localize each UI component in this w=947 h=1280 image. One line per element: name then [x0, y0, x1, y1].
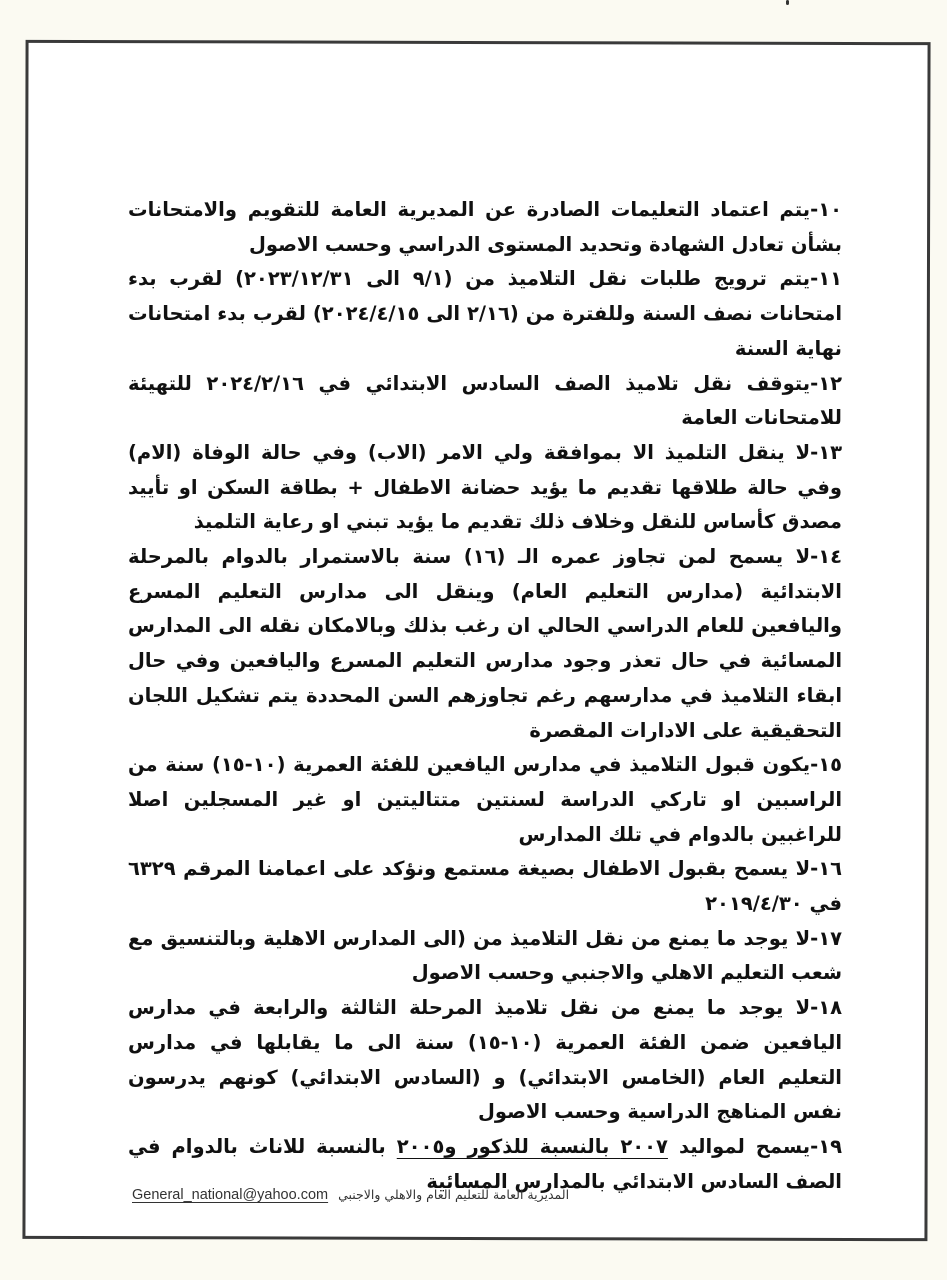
paragraph-text: لا يوجد ما يمنع من نقل تلاميذ المرحلة الثالثة والرابعة في مدارس اليافعين ضمن الفئة العمرية (١٠-١٥) سنة الى ما يقابلها في مدارس التعليم العام (الخامس الابتدائي) و (السادس الابتدائي) كونهم يدرسون نفس المناهج الدراسية وحسب الاصول [128, 996, 842, 1124]
paragraph-11: ١١-يتم ترويج طلبات نقل التلاميذ من (٩/١ الى ٢٠٢٣/١٢/٣١) لقرب بدء امتحانات نصف السنة وللفترة من (٢/١٦ الى ٢٠٢٤/٤/١٥) لقرب بدء امتحانات نهاية السنة [128, 267, 843, 360]
paragraph-number: ١٢ [818, 371, 842, 395]
paragraph-19: ١٩-يسمح لمواليد ٢٠٠٧ بالنسبة للذكور و٢٠٠٥ بالنسبة للاناث بالدوام في الصف السادس الابتدائي بالمدارس المسائية [128, 1134, 842, 1193]
document-body [128, 193, 842, 1199]
paragraph-number: ١٦ [818, 857, 842, 881]
paragraph-text: لا يسمح لمن تجاوز عمره الـ (١٦) سنة بالاستمرار بالدوام بالمرحلة الابتدائية (مدارس التعليم العام) وينقل الى مدارس التعليم المسرع واليافعين للعام الدراسي الحالي ان رغب بذلك وبالامكان نقله الى المدارس المسائية في حال تعذر وجود مدارس التعليم المسرع واليافعين وفي حال ابقاء التلاميذ في مدارسهم رغم تجاوزهم السن المحددة يتم تشكيل اللجان التحقيقية على الادارات المقصرة [128, 545, 842, 742]
contact-email-link[interactable]: General_national@yahoo.com [132, 1187, 329, 1203]
paragraph-number: ١١ [818, 267, 842, 291]
paragraph-text: يسمح لمواليد [667, 1134, 811, 1158]
paragraph-13: ١٣-لا ينقل التلميذ الا بموافقة ولي الامر (الاب) وفي حالة الوفاة (الام) وفي حالة طلاقها تقديم ما يؤيد حضانة الاطفال + بطاقة السكن او تأييد مصدق كأساس للنقل وخلاف ذلك تقديم ما يؤيد تبني او رعاية التلميذ [128, 440, 842, 534]
paragraph-text: لا يسمح بقبول الاطفال بصيغة مستمع ونؤكد على اعمامنا المرقم ٦٣٢٩ في ٢٠١٩/٤/٣٠ [128, 857, 842, 916]
scan-speck [786, 0, 789, 5]
paragraph-number: ١٩ [818, 1134, 842, 1158]
paragraph-number: ١٥ [818, 753, 842, 777]
paragraph-16: ١٦-لا يسمح بقبول الاطفال بصيغة مستمع ونؤكد على اعمامنا المرقم ٦٣٢٩ في ٢٠١٩/٤/٣٠ [128, 857, 842, 916]
paragraph-text: يتم ترويج طلبات نقل التلاميذ من (٩/١ الى ٢٠٢٣/١٢/٣١) لقرب بدء امتحانات نصف السنة وللفترة من (٢/١٦ الى ٢٠٢٤/٤/١٥) لقرب بدء امتحانات نهاية السنة [128, 267, 843, 360]
paragraph-text: يتوقف نقل تلاميذ الصف السادس الابتدائي في ٢٠٢٤/٢/١٦ للتهيئة للامتحانات العامة [128, 371, 842, 430]
underlined-birth-years: ٢٠٠٧ بالنسبة للذكور و٢٠٠٥ [396, 1134, 668, 1158]
paragraph-12: ١٢-يتوقف نقل تلاميذ الصف السادس الابتدائي في ٢٠٢٤/٢/١٦ للتهيئة للامتحانات العامة [128, 371, 842, 430]
paragraph-18: ١٨-لا يوجد ما يمنع من نقل تلاميذ المرحلة الثالثة والرابعة في مدارس اليافعين ضمن الفئة العمرية (١٠-١٥) سنة الى ما يقابلها في مدارس التعليم العام (الخامس الابتدائي) و (السادس الابتدائي) كونهم يدرسون نفس المناهج الدراسية وحسب الاصول [128, 996, 842, 1124]
paragraph-15: ١٥-يكون قبول التلاميذ في مدارس اليافعين للفئة العمرية (١٠-١٥) سنة من الراسبين او تاركي الدراسة لسنتين متتاليتين او غير المسجلين اصلا للراغبين بالدوام في تلك المدارس [128, 753, 842, 846]
paragraph-number: ١٧ [818, 926, 842, 950]
paragraph-14: ١٤-لا يسمح لمن تجاوز عمره الـ (١٦) سنة بالاستمرار بالدوام بالمرحلة الابتدائية (مدارس التعليم العام) وينقل الى مدارس التعليم المسرع واليافعين للعام الدراسي الحالي ان رغب بذلك وبالامكان نقله الى المدارس المسائية في حال تعذر وجود مدارس التعليم المسرع واليافعين وفي حال ابقاء التلاميذ في مدارسهم رغم تجاوزهم السن المحددة يتم تشكيل اللجان التحقيقية على الادارات المقصرة [128, 545, 842, 742]
paragraph-text: لا يوجد ما يمنع من نقل التلاميذ من (الى المدارس الاهلية وبالتنسيق مع شعب التعليم الاهلي والاجنبي وحسب الاصول [128, 926, 842, 985]
paragraph-text: لا ينقل التلميذ الا بموافقة ولي الامر (الاب) وفي حالة الوفاة (الام) وفي حالة طلاقها تقديم ما يؤيد حضانة الاطفال + بطاقة السكن او تأييد مصدق كأساس للنقل وخلاف ذلك تقديم ما يؤيد تبني او رعاية التلميذ [128, 440, 842, 534]
paragraph-10: ١٠-يتم اعتماد التعليمات الصادرة عن المديرية العامة للتقويم والامتحانات بشأن تعادل الشهادة وتحديد المستوى الدراسي وحسب الاصول [128, 198, 842, 256]
document-footer [132, 1187, 569, 1203]
paragraph-number: ١٨ [818, 996, 842, 1020]
department-name: المديرية العامة للتعليم العام والاهلي والاجنبي [338, 1187, 570, 1202]
paragraph-text: بالنسبة للاناث بالدوام في الصف السادس الابتدائي بالمدارس المسائية [128, 1134, 842, 1193]
paragraph-number: ١٣ [818, 440, 842, 464]
paragraph-text: يتم اعتماد التعليمات الصادرة عن المديرية العامة للتقويم والامتحانات بشأن تعادل الشهادة وتحديد المستوى الدراسي وحسب الاصول [128, 198, 842, 256]
paragraph-number: ١٤ [818, 545, 842, 569]
paragraph-17: ١٧-لا يوجد ما يمنع من نقل التلاميذ من (الى المدارس الاهلية وبالتنسيق مع شعب التعليم الاهلي والاجنبي وحسب الاصول [128, 926, 842, 985]
paragraph-text: يكون قبول التلاميذ في مدارس اليافعين للفئة العمرية (١٠-١٥) سنة من الراسبين او تاركي الدراسة لسنتين متتاليتين او غير المسجلين اصلا للراغبين بالدوام في تلك المدارس [128, 753, 842, 846]
paragraph-number: ١٠ [818, 198, 842, 221]
